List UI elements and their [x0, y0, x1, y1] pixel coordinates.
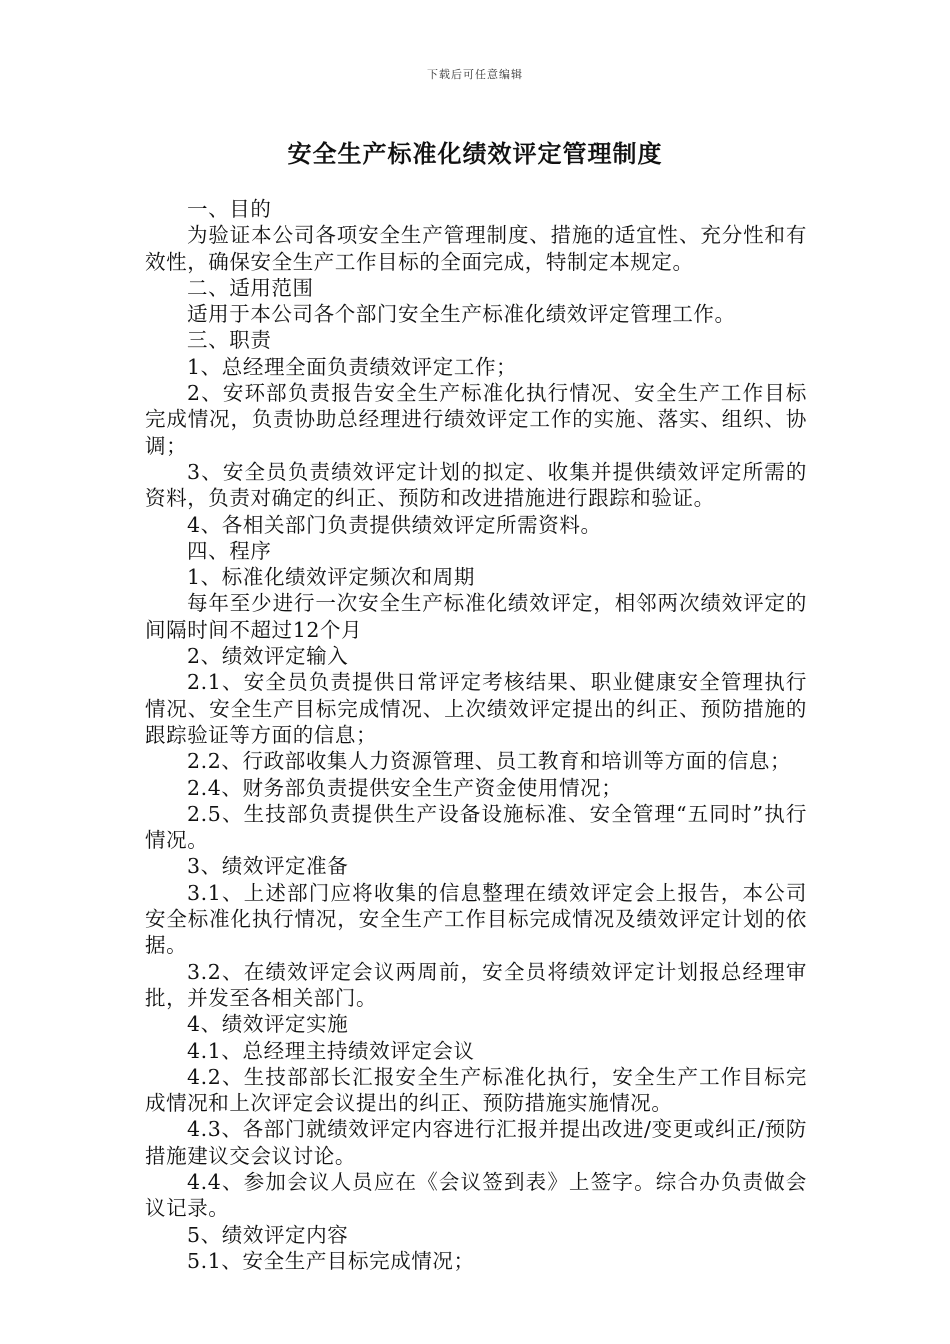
paragraph: 每年至少进行一次安全生产标准化绩效评定，相邻两次绩效评定的间隔时间不超过12个月	[145, 591, 807, 642]
paragraph: 为验证本公司各项安全生产管理制度、措施的适宜性、充分性和有效性，确保安全生产工作目标的全面完成，特制定本规定。	[145, 223, 807, 274]
page-header-note: 下载后可任意编辑	[427, 68, 523, 81]
list-item: 2.1、安全员负责提供日常评定考核结果、职业健康安全管理执行情况、安全生产目标完成情况、上次绩效评定提出的纠正、预防措施的跟踪验证等方面的信息；	[145, 670, 807, 747]
section-heading: 二、适用范围	[187, 275, 314, 300]
document-body	[145, 196, 807, 1274]
section-heading: 一、目的	[187, 197, 272, 221]
document-title: 安全生产标准化绩效评定管理制度	[287, 139, 663, 168]
subsection-heading: 4、绩效评定实施	[187, 1012, 349, 1037]
list-item: 2.5、生技部负责提供生产设备设施标准、安全管理“五同时”执行情况。	[145, 801, 807, 853]
subsection-heading: 5、绩效评定内容	[187, 1222, 349, 1247]
list-item: 4.4、参加会议人员应在《会议签到表》上签字。综合办负责做会议记录。	[145, 1169, 807, 1221]
subsection-heading: 1、标准化绩效评定频次和周期	[187, 565, 475, 590]
list-item: 4、各相关部门负责提供绩效评定所需资料。	[187, 512, 602, 537]
list-item: 4.3、各部门就绩效评定内容进行汇报并提出改进/变更或纠正/预防措施建议交会议讨论。	[145, 1117, 807, 1168]
subsection-heading: 3、绩效评定准备	[187, 854, 349, 879]
list-item: 3.2、在绩效评定会议两周前，安全员将绩效评定计划报总经理审批，并发至各相关部门。	[145, 959, 807, 1010]
subsection-heading: 2、绩效评定输入	[187, 644, 349, 669]
section-heading: 三、职责	[187, 328, 272, 353]
list-item: 4.2、生技部部长汇报安全生产标准化执行，安全生产工作目标完成情况和上次评定会议提出的纠正、预防措施实施情况。	[145, 1064, 807, 1116]
section-heading: 四、程序	[187, 538, 272, 563]
list-item: 4.1、总经理主持绩效评定会议	[187, 1038, 475, 1063]
list-item: 2.2、行政部收集人力资源管理、员工教育和培训等方面的信息；	[187, 749, 792, 774]
list-item: 3.1、上述部门应将收集的信息整理在绩效评定会上报告，本公司安全标准化执行情况，安全生产工作目标完成情况及绩效评定计划的依据。	[145, 880, 807, 958]
list-item: 2.4、财务部负责提供安全生产资金使用情况；	[187, 775, 623, 800]
list-item: 3、安全员负责绩效评定计划的拟定、收集并提供绩效评定所需的资料，负责对确定的纠正、预防和改进措施进行跟踪和验证。	[145, 459, 807, 511]
list-item: 1、总经理全面负责绩效评定工作；	[187, 354, 518, 379]
list-item: 2、安环部负责报告安全生产标准化执行情况、安全生产工作目标完成情况，负责协助总经理进行绩效评定工作的实施、落实、组织、协调；	[145, 381, 807, 458]
list-item: 5.1、安全生产目标完成情况；	[187, 1248, 475, 1273]
paragraph: 适用于本公司各个部门安全生产标准化绩效评定管理工作。	[187, 302, 736, 327]
